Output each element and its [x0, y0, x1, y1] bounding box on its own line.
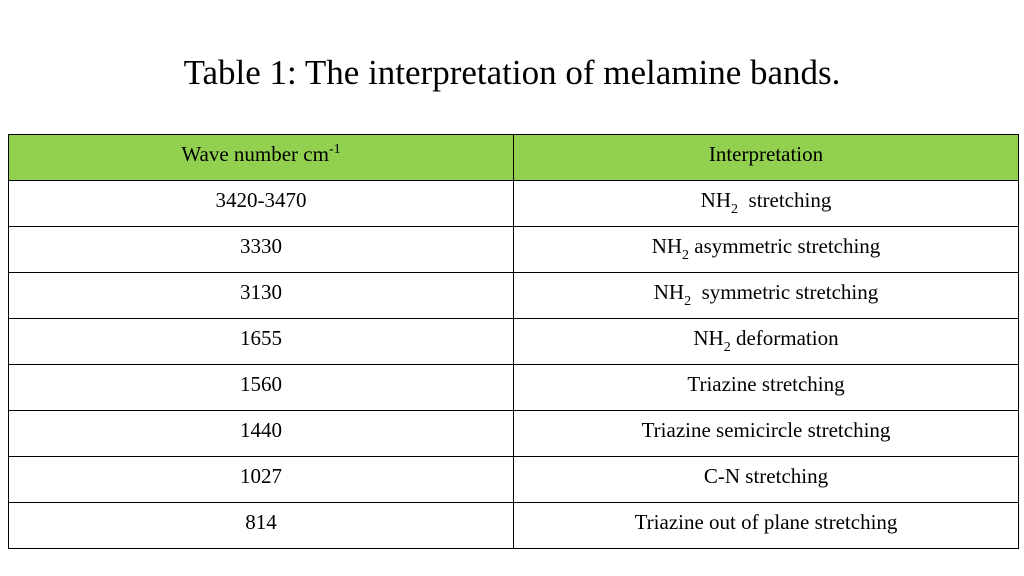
interpretation-subscript: 2 [682, 248, 690, 263]
interpretation-cell [514, 365, 1019, 411]
interpretation-suffix: asymmetric stretching [689, 234, 881, 258]
wave-number-cell: 1027 [9, 457, 514, 503]
interpretation-cell [514, 503, 1019, 549]
header-interpretation [514, 135, 1019, 181]
table-row [9, 273, 1019, 319]
wave-number-cell: 3420-3470 [9, 181, 514, 227]
table-row [9, 227, 1019, 273]
wave-number-cell: 3330 [9, 227, 514, 273]
table-row [9, 457, 1019, 503]
table-row [9, 411, 1019, 457]
interpretation-text: Triazine stretching [687, 372, 845, 396]
interpretation-subscript: 2 [684, 294, 692, 309]
interpretation-cell [514, 319, 1019, 365]
table-row [9, 319, 1019, 365]
interpretation-cell [514, 227, 1019, 273]
interpretation-subscript: 2 [731, 202, 739, 217]
header-wave-number-exponent: -1 [328, 142, 341, 157]
interpretation-text: Triazine out of plane stretching [634, 510, 898, 534]
wave-number-cell: 1655 [9, 319, 514, 365]
interpretation-suffix: symmetric stretching [691, 280, 879, 304]
interpretation-suffix: deformation [730, 326, 839, 350]
wave-number-cell: 814 [9, 503, 514, 549]
interpretation-text: Triazine semicircle stretching [641, 418, 891, 442]
header-wave-number-text: Wave number cm [181, 142, 329, 166]
wave-number-cell: 1440 [9, 411, 514, 457]
header-wave-number [9, 135, 514, 181]
melamine-bands-table [8, 134, 1019, 549]
interpretation-cell [514, 273, 1019, 319]
table-row [9, 503, 1019, 549]
table-header-row [9, 135, 1019, 181]
table-row [9, 365, 1019, 411]
interpretation-cell [514, 181, 1019, 227]
wave-number-cell: 1560 [9, 365, 514, 411]
interpretation-text: C-N stretching [703, 464, 829, 488]
interpretation-cell [514, 457, 1019, 503]
wave-number-cell: 3130 [9, 273, 514, 319]
interpretation-text: NH [693, 326, 724, 350]
interpretation-text: NH [700, 188, 732, 212]
table-row [9, 181, 1019, 227]
table-title: Table 1: The interpretation of melamine bands. [183, 53, 841, 92]
interpretation-text: NH [651, 234, 683, 258]
interpretation-subscript: 2 [723, 340, 731, 355]
interpretation-cell [514, 411, 1019, 457]
header-interpretation-text: Interpretation [708, 142, 824, 166]
interpretation-suffix: stretching [738, 188, 832, 212]
interpretation-text: NH [653, 280, 685, 304]
